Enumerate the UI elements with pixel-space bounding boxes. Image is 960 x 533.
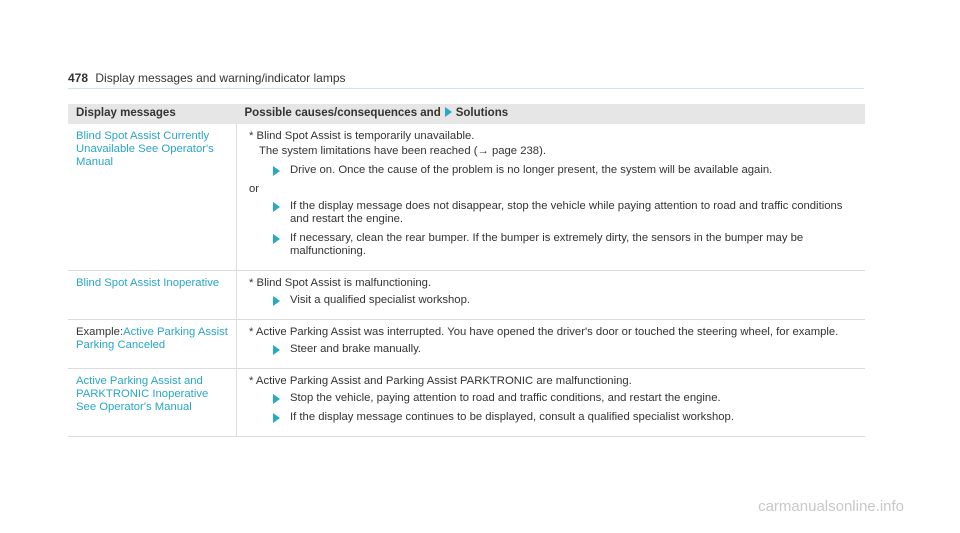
solution-text: Visit a qualified specialist workshop. bbox=[290, 294, 471, 306]
arrow-right-icon bbox=[273, 202, 280, 212]
table-row bbox=[68, 271, 865, 320]
solution-step bbox=[273, 200, 857, 226]
solution-step bbox=[273, 411, 857, 424]
column-header-causes bbox=[237, 104, 866, 124]
message-cell bbox=[68, 271, 237, 320]
solution-step bbox=[273, 232, 857, 258]
table-row bbox=[68, 320, 865, 369]
description-cell bbox=[237, 124, 866, 271]
or-text: or bbox=[249, 183, 260, 195]
solution-text: Drive on. Once the cause of the problem is no longer present, the system will be available again. bbox=[290, 164, 773, 176]
table-row bbox=[68, 369, 865, 437]
solution-step bbox=[273, 343, 857, 356]
description-cell bbox=[237, 271, 866, 320]
header-divider bbox=[68, 88, 864, 89]
column-header-messages: Display messages bbox=[68, 104, 237, 124]
arrow-right-icon bbox=[273, 166, 280, 176]
solution-step bbox=[273, 294, 857, 307]
solution-text: If the display message continues to be displayed, consult a qualified specialist workshop. bbox=[290, 411, 734, 423]
cause-text: * Active Parking Assist was interrupted. You have opened the driver's door or touched the steering wheel, for example. bbox=[249, 326, 839, 338]
solution-step bbox=[273, 392, 857, 405]
cause-text: * Active Parking Assist and Parking Assist PARKTRONIC are malfunctioning. bbox=[249, 375, 632, 387]
page-header bbox=[68, 71, 346, 85]
arrow-right-icon bbox=[273, 234, 280, 244]
message-link[interactable]: Active Parking Assist and PARKTRONIC Inoperative See Operator's Manual bbox=[76, 375, 209, 413]
message-link[interactable]: Blind Spot Assist Currently Unavailable See Operator's Manual bbox=[76, 130, 214, 168]
message-link[interactable]: Blind Spot Assist Inoperative bbox=[76, 277, 220, 289]
solution-text: If the display message does not disappear, stop the vehicle while paying attention to road and traffic conditions and restart the engine. bbox=[290, 200, 843, 225]
arrow-right-icon bbox=[273, 394, 280, 404]
cause-text: * Blind Spot Assist is malfunctioning. bbox=[249, 277, 432, 289]
arrow-right-icon bbox=[273, 345, 280, 355]
message-link[interactable]: Active Parking Assist Parking Canceled bbox=[76, 326, 228, 351]
table-header-row bbox=[68, 104, 865, 124]
message-cell bbox=[68, 369, 237, 437]
solution-text: Stop the vehicle, paying attention to road and traffic conditions, and restart the engine. bbox=[290, 392, 721, 404]
arrow-right-icon bbox=[273, 413, 280, 423]
solution-text: Steer and brake manually. bbox=[290, 343, 422, 355]
column-header-causes-label: Possible causes/consequences and bbox=[244, 107, 441, 119]
page-title: Display messages and warning/indicator lamps bbox=[95, 71, 346, 85]
page-number: 478 bbox=[68, 71, 89, 85]
cause-detail: The system limitations have been reached (→ page 238). bbox=[259, 145, 546, 157]
cause-text: * Blind Spot Assist is temporarily unavailable. bbox=[249, 130, 475, 142]
column-header-solutions-label: Solutions bbox=[455, 107, 509, 119]
message-cell bbox=[68, 124, 237, 271]
arrow-right-icon bbox=[445, 107, 452, 117]
solution-step bbox=[273, 164, 857, 177]
example-label: Example: bbox=[76, 326, 124, 338]
message-cell bbox=[68, 320, 237, 369]
solution-text: If necessary, clean the rear bumper. If the bumper is extremely dirty, the sensors in the bumper may be malfunctioning. bbox=[290, 232, 804, 257]
description-cell bbox=[237, 369, 866, 437]
display-messages-table bbox=[68, 104, 865, 437]
watermark: carmanualsonline.info bbox=[758, 498, 904, 515]
table-row bbox=[68, 124, 865, 271]
description-cell bbox=[237, 320, 866, 369]
arrow-right-icon bbox=[273, 296, 280, 306]
